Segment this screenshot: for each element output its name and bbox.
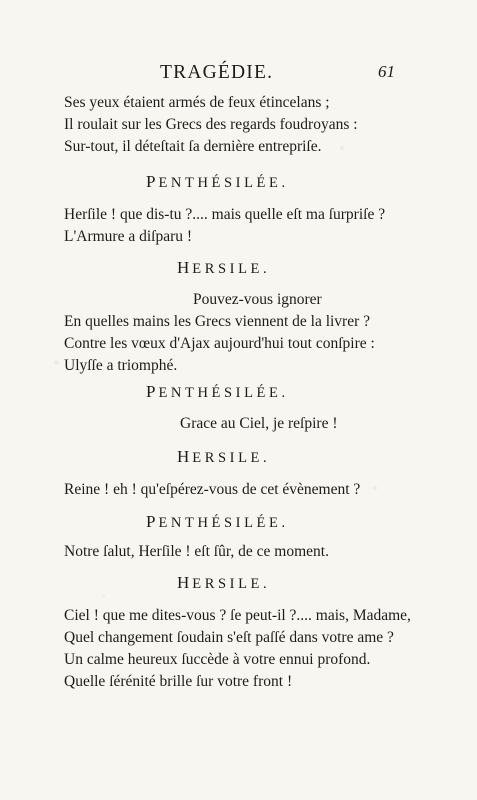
verse-line: Ciel ! que me dites-vous ? ſe peut-il ?.... mais, Madame, — [64, 607, 411, 624]
verse-line: Grace au Ciel, je reſpire ! — [180, 415, 338, 432]
verse-line: Notre ſalut, Herſile ! eſt ſûr, de ce moment. — [64, 543, 329, 560]
verse-line: Reine ! eh ! qu'eſpérez-vous de cet évènement ? — [64, 481, 361, 498]
speaker-name: HERSILE. — [177, 258, 271, 277]
speaker-name: PENTHÉSILÉE. — [146, 512, 289, 531]
verse-line: Il roulait sur les Grecs des regards foudroyans : — [64, 116, 358, 133]
verse-line: Quel changement ſoudain s'eſt paſſé dans votre ame ? — [64, 629, 394, 646]
verse-line: Ulyſſe a triomphé. — [64, 357, 178, 374]
verse-line: Herſile ! que dis-tu ?.... mais quelle eſt ma ſurpriſe ? — [64, 206, 386, 223]
paper-spot — [340, 146, 344, 150]
speaker-name: HERSILE. — [177, 573, 271, 592]
verse-line: Un calme heureux ſuccède à votre ennui profond. — [64, 651, 371, 668]
speaker-name: PENTHÉSILÉE. — [146, 382, 289, 401]
paper-spot — [54, 360, 59, 365]
verse-line: Ses yeux étaient armés de feux étincelans ; — [64, 94, 330, 111]
paper-spot — [373, 486, 377, 490]
verse-line: Sur-tout, il déteſtait ſa dernière entrepriſe. — [64, 138, 322, 155]
verse-line: Contre les vœux d'Ajax aujourd'hui tout conſpire : — [64, 335, 375, 352]
verse-line: En quelles mains les Grecs viennent de la livrer ? — [64, 313, 371, 330]
verse-line: L'Armure a diſparu ! — [64, 228, 193, 245]
running-title: TRAGÉDIE. — [160, 62, 274, 83]
verse-line: Pouvez-vous ignorer — [193, 291, 322, 308]
speaker-name: HERSILE. — [177, 447, 271, 466]
paper-spot — [102, 594, 105, 597]
verse-line: Quelle ſérénité brille ſur votre front ! — [64, 673, 293, 690]
speaker-name: PENTHÉSILÉE. — [146, 172, 289, 191]
page-number: 61 — [378, 62, 395, 81]
